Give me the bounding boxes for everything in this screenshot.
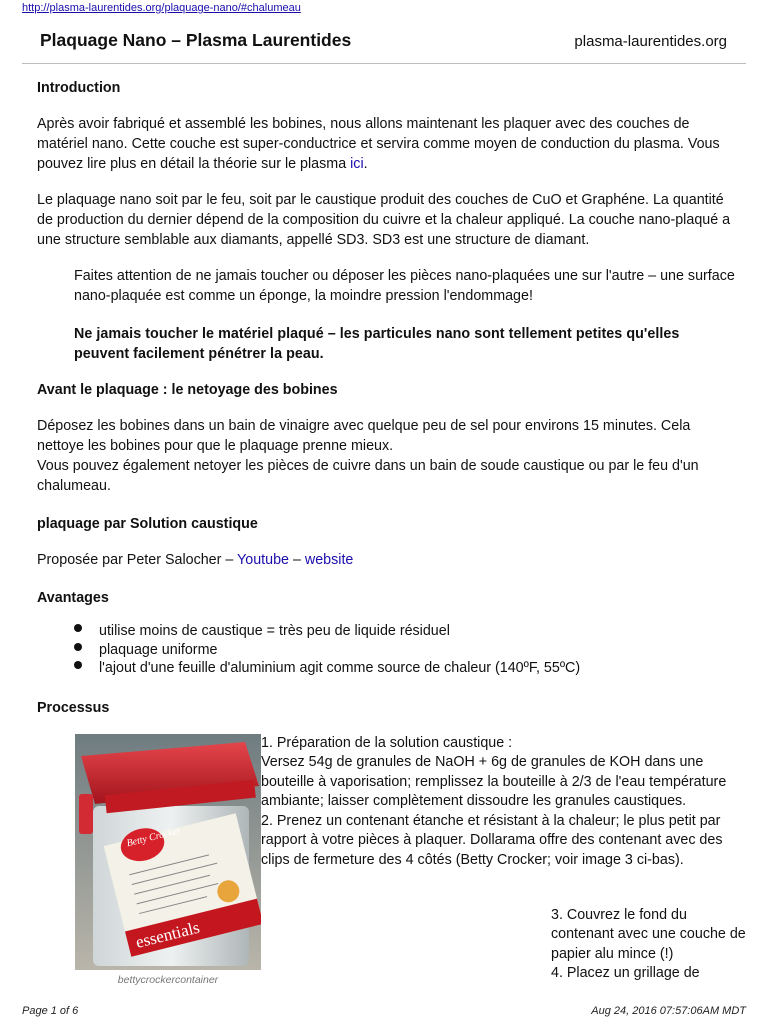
- theory-link[interactable]: ici: [350, 156, 364, 172]
- container-image-icon: [75, 734, 261, 970]
- cleaning-paragraph-2: Vous pouvez également netoyer les pièces de cuivre dans un bain de soude caustique ou par le feu d'un chalumeau.: [37, 458, 699, 494]
- intro-p1-text: Après avoir fabriqué et assemblé les bobines, nous allons maintenant les plaquer avec des couches de matériel nano. Cette couche est super-conductrice et servira comme moyen de conduction du plasma. Vous pouvez lire plus en détail la théorie sur le plasma: [37, 116, 720, 172]
- page-title: Plaquage Nano – Plasma Laurentides: [40, 30, 352, 50]
- print-timestamp: Aug 24, 2016 07:57:06AM MDT: [591, 1005, 746, 1017]
- intro-p1-end: .: [363, 156, 368, 172]
- list-item: [37, 622, 737, 641]
- safety-warning: Ne jamais toucher le matériel plaqué – les particules nano sont tellement petites qu'elles peuvent facilement pénétrer la peau.: [74, 326, 680, 362]
- bullet-icon: [74, 661, 82, 669]
- credit-prefix: Proposée par Peter Salocher –: [37, 552, 238, 568]
- brand-logo-text: Betty Crocker: [125, 824, 183, 849]
- advantage-text: utilise moins de caustique = très peu de liquide résiduel: [99, 623, 450, 639]
- essentials-logo-text: essentials: [133, 917, 202, 952]
- caustic-heading: plaquage par Solution caustique: [37, 516, 258, 532]
- step-3: 3. Couvrez le fond du contenant avec une couche de papier alu mince (!): [551, 906, 746, 962]
- process-heading: Processus: [37, 699, 110, 716]
- source-url[interactable]: http://plasma-laurentides.org/plaquage-nano/#chalumeau: [22, 2, 301, 14]
- intro-paragraph-2: Le plaquage nano soit par le feu, soit par le caustique produit des couches de CuO et Graphéne. La quantité de production du dernier dépend de la composition du cuivre et la chaleur appliqué. La couche nano-plaqué a une structure semblable aux diamants, appellé SD3. SD3 est une structure de diamant.: [37, 192, 731, 248]
- list-item: [37, 659, 737, 678]
- article-content: [37, 78, 746, 994]
- bullet-icon: [74, 624, 82, 632]
- step-1-title: 1. Préparation de la solution caustique :: [261, 734, 513, 751]
- advantage-text: l'ajout d'une feuille d'aluminium agit comme source de chaleur (140ºF, 55ºC): [99, 660, 581, 676]
- image-caption: bettycrockercontainer: [117, 973, 219, 986]
- intro-paragraph-1: [37, 114, 737, 174]
- credit-separator: –: [288, 552, 305, 568]
- advantages-heading: Avantages: [37, 590, 109, 606]
- site-name: plasma-laurentides.org: [574, 33, 727, 50]
- youtube-link[interactable]: Youtube: [237, 552, 289, 568]
- list-item: [37, 641, 737, 660]
- website-link[interactable]: website: [304, 552, 354, 568]
- process-section: [37, 734, 746, 994]
- step-4: 4. Placez un grillage de: [551, 965, 700, 981]
- page-number: Page 1 of 6: [22, 1005, 79, 1017]
- cleaning-paragraph-1: Déposez les bobines dans un bain de vinaigre avec quelque peu de sel pour environs 15 minutes. Cela nettoye les bobines pour que le plaquage prenne mieux.: [37, 418, 691, 454]
- advantage-text: plaquage uniforme: [99, 641, 218, 658]
- advantages-list: [37, 622, 737, 678]
- container-photo: [75, 734, 261, 970]
- bullet-icon: [74, 643, 82, 651]
- handling-note: Faites attention de ne jamais toucher ou déposer les pièces nano-plaquées une sur l'autre – une surface nano-plaquée est comme un éponge, la moindre pression l'endommage!: [74, 268, 735, 304]
- intro-heading: Introduction: [37, 80, 121, 96]
- step-2: 2. Prenez un contenant étanche et résistant à la chaleur; le plus petit par rapport à votre pièces à plaquer. Dollarama offre des contenant avec des clips de fermeture des 4 côtés (Betty Crocker; voir image 3 ci-bas).: [261, 812, 723, 868]
- process-steps-continued: [551, 906, 751, 984]
- step-1-body: Versez 54g de granules de NaOH + 6g de granules de KOH dans une bouteille à vaporisation; remplissez la bouteille à 2/3 de l'eau température ambiante; laisser complètement dissoudre les granules caustiques.: [261, 754, 727, 809]
- header-divider: [22, 63, 746, 64]
- process-steps: [261, 734, 731, 871]
- cleaning-heading: Avant le plaquage : le netoyage des bobines: [37, 382, 338, 398]
- caustic-credit: [37, 550, 737, 570]
